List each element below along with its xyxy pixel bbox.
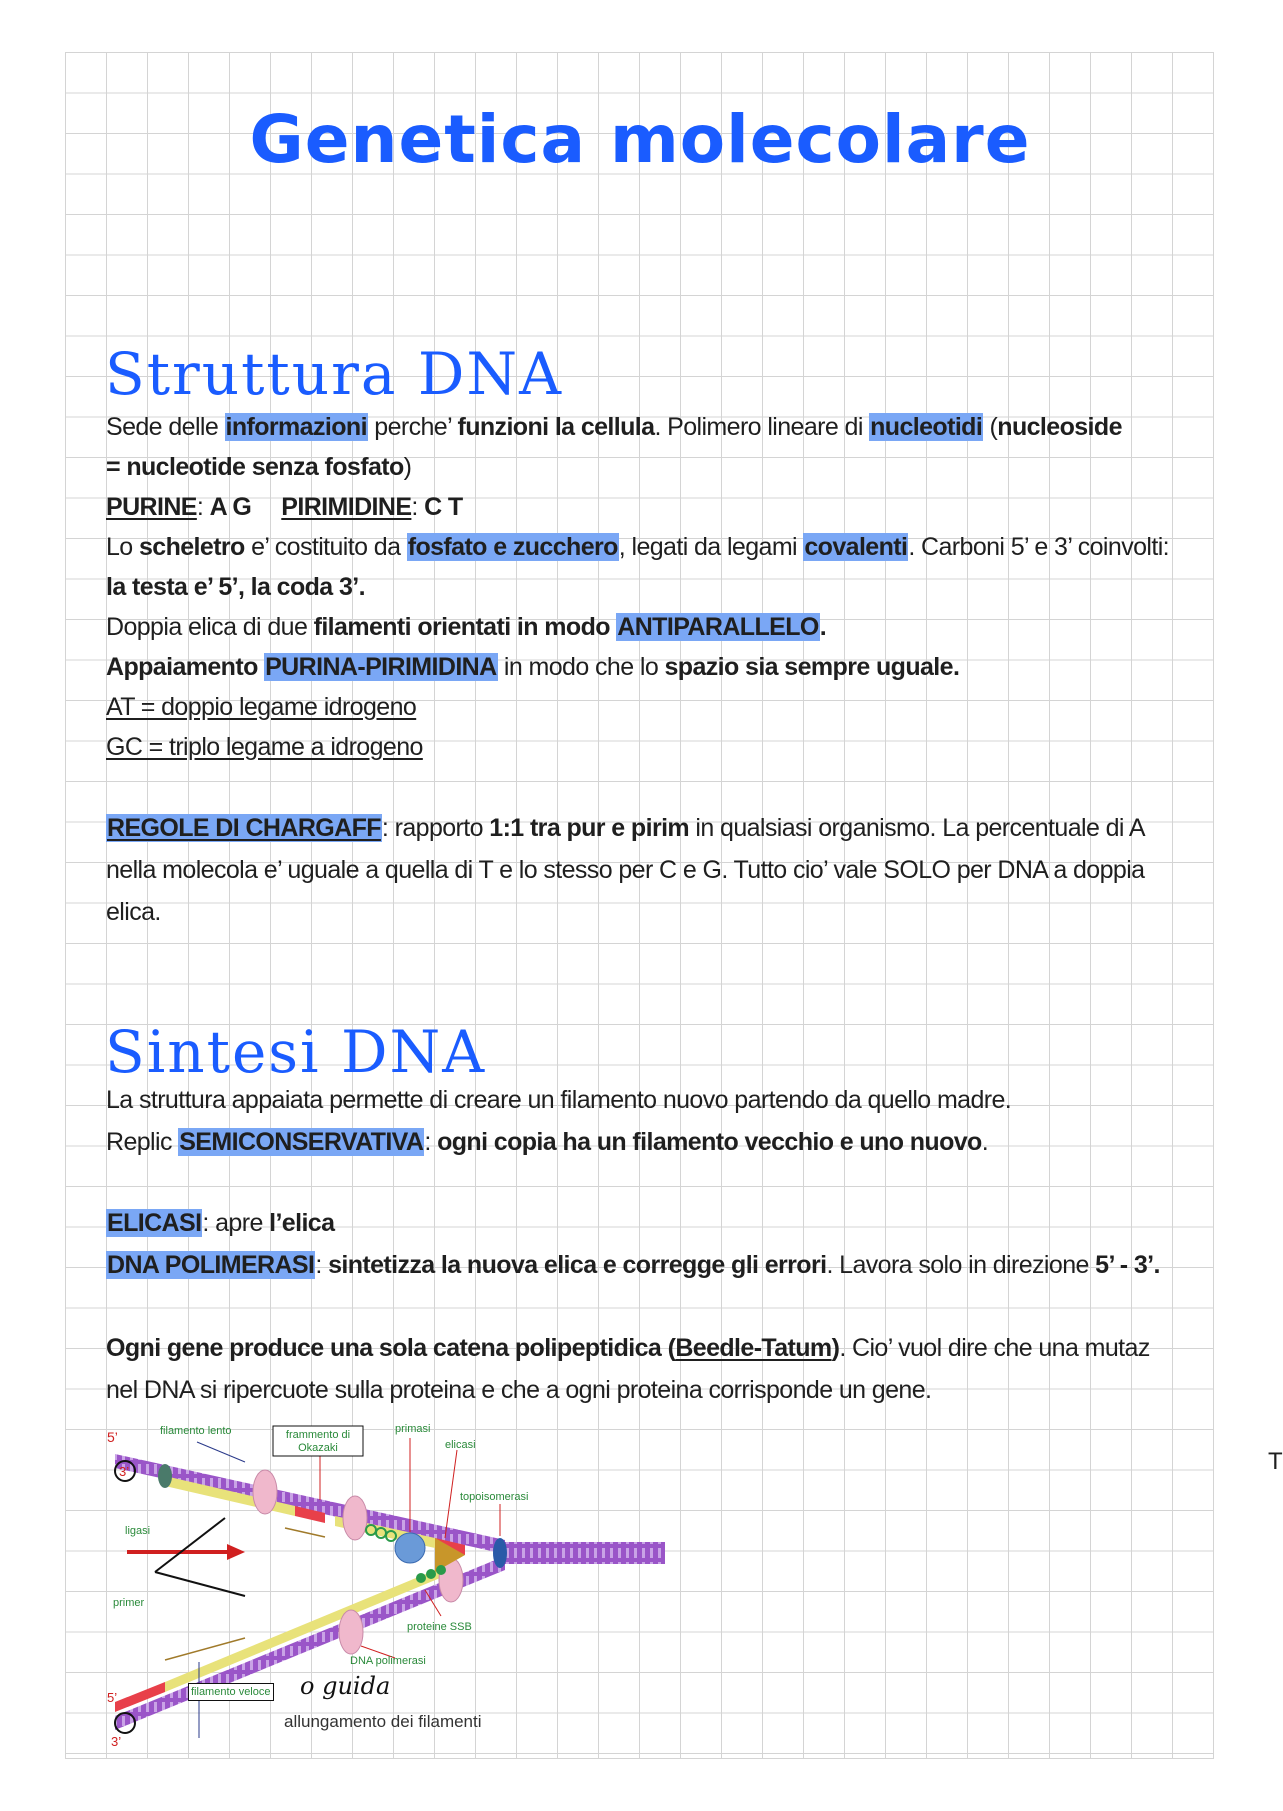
text-line [106,487,463,527]
text-line [106,808,1145,848]
primase-icon [395,1533,425,1563]
text-line: elica. [106,898,161,926]
arrow-head [227,1544,245,1560]
text-line [106,527,1169,567]
upper-template-strand [115,1454,505,1554]
label-ligasi: ligasi [125,1525,151,1537]
bold-run: = nucleotide senza fosfato [106,453,404,481]
label-filamento-veloce: filamento veloce [188,1683,274,1701]
bold-run: l’elica [269,1209,335,1237]
page-title: Genetica molecolare [249,101,1031,178]
text-line [106,1328,1150,1368]
label-five-bottom: 5’ [107,1690,118,1705]
bold-run: sintetizza la nuova elica e corregge gli errori [328,1251,827,1279]
label-three-bottom: 3’ [111,1734,122,1749]
text-run: : [315,1251,329,1279]
label-primer: primer [113,1597,145,1609]
bold-run: C T [424,493,463,521]
text-line [106,607,826,647]
polymerase-icon [253,1470,277,1514]
label-elicasi: elicasi [445,1439,476,1451]
text-line: nella molecola e’ uguale a quella di T e lo stesso per C e G. Tutto cio’ vale SOLO per DNA a doppia [106,856,1145,884]
text-run: : [424,1128,438,1156]
text-run: in modo che lo [497,653,665,681]
text-line: AT = doppio legame idrogeno [106,693,417,721]
highlight-dna-polimerasi: DNA POLIMERASI [107,1251,315,1279]
edge-mark: T [1268,1448,1283,1475]
text-run: . Lavora solo in direzione [826,1251,1096,1279]
underlined-beedle-tatum: Beedle-Tatum [675,1334,832,1362]
text-line [106,1203,334,1243]
label-okazaki-2: Okazaki [298,1442,338,1454]
text-run: perche’ [367,413,458,441]
highlight-semiconservativa: SEMICONSERVATIVA [179,1128,424,1156]
section-heading-sintesi: Sintesi DNA [105,1018,487,1086]
bold-run: 5’ - 3’. [1095,1251,1160,1279]
text-run: . Cio’ vuol dire che una mutaz [839,1334,1150,1362]
bold-run: nucleoside [997,413,1122,441]
ligase-icon [158,1464,172,1488]
text-run: Lo [106,533,139,561]
text-line [106,1122,988,1162]
polymerase-icon [343,1496,367,1540]
text-run: Replic [106,1128,179,1156]
label-five-top: 5’ [107,1429,118,1445]
label-proteine-ssb: proteine SSB [407,1621,472,1633]
text-line: nel DNA si ripercuote sulla proteina e che a ogni proteina corrisponde un gene. [106,1376,932,1404]
text-run: . Polimero lineare di [654,413,870,441]
bold-run: ) [831,1334,840,1362]
text-run: in qualsiasi organismo. La percentuale di A [689,814,1145,842]
text-line [106,407,1122,447]
text-run: : rapporto [381,814,490,842]
bold-run: Appaiamento [106,653,265,681]
ssb-icon [436,1565,446,1575]
label-three-top: 3’ [119,1464,130,1479]
text-run: Doppia elica di due [106,613,314,641]
text-run: : [411,493,425,521]
bold-run: . [819,613,827,641]
ssb-icon [426,1569,436,1579]
bold-run: ogni copia ha un filamento vecchio e uno nuovo [437,1128,982,1156]
text-run: e’ costituito da [244,533,407,561]
bold-run: scheletro [138,533,245,561]
text-line [106,1245,1160,1285]
text-run: . [981,1128,989,1156]
leader-line [445,1450,457,1538]
bold-run: 1:1 tra pur e pirim [489,814,690,842]
parental-duplex [505,1542,665,1564]
highlight-purina-pirimidina: PURINA-PIRIMIDINA [265,653,497,681]
text-run: : apre [202,1209,270,1237]
highlight-chargaff: REGOLE DI CHARGAFF [107,814,381,842]
text-line: GC = triplo legame a idrogeno [106,733,423,761]
lagging-direction-arrow [285,1528,325,1537]
polymerase-icon [339,1610,363,1654]
handwritten-guida: o guida [300,1672,391,1700]
label-primasi: primasi [395,1423,431,1435]
ssb-icon [416,1573,426,1583]
figure-caption: allungamento dei filamenti [284,1712,482,1731]
topoisomerase-icon [493,1538,507,1568]
highlight-covalenti: covalenti [804,533,908,561]
label-purine: PURINE [106,493,197,521]
label-topoisomerasi: topoisomerasi [460,1491,529,1503]
text-run: : [196,493,210,521]
text-line: la testa e’ 5’, la coda 3’. [106,573,365,601]
text-line [106,447,411,487]
label-okazaki-1: frammento di [285,1429,351,1441]
label-filamento-lento: filamento lento [160,1425,232,1437]
bold-run: filamenti orientati in modo [313,613,617,641]
text-run: ) [403,453,412,481]
highlight-informazioni: informazioni [225,413,367,441]
text-line [106,647,959,687]
highlight-nucleotidi: nucleotidi [870,413,983,441]
text-run: . Carboni 5’ e 3’ coinvolti: [908,533,1169,561]
bold-run: Ogni gene produce una sola catena polipeptidica ( [106,1334,676,1362]
highlight-fosfato: fosfato e zucchero [407,533,618,561]
label-pirimidine: PIRIMIDINE [281,493,412,521]
text-run: ( [983,413,998,441]
section-heading-struttura: Struttura DNA [105,340,563,408]
text-run: , legati da legami [618,533,804,561]
text-line: La struttura appaiata permette di creare un filamento nuovo partendo da quello madre. [106,1086,1012,1114]
leader-line [197,1442,245,1462]
highlight-antiparallelo: ANTIPARALLELO [617,613,819,641]
highlight-elicasi: ELICASI [107,1209,202,1237]
bold-run: funzioni la cellula [457,413,655,441]
bold-run: spazio sia sempre uguale. [664,653,960,681]
bold-run: A G [209,493,252,521]
text-run: Sede delle [106,413,225,441]
label-dna-polimerasi: DNA polimerasi [350,1655,426,1667]
